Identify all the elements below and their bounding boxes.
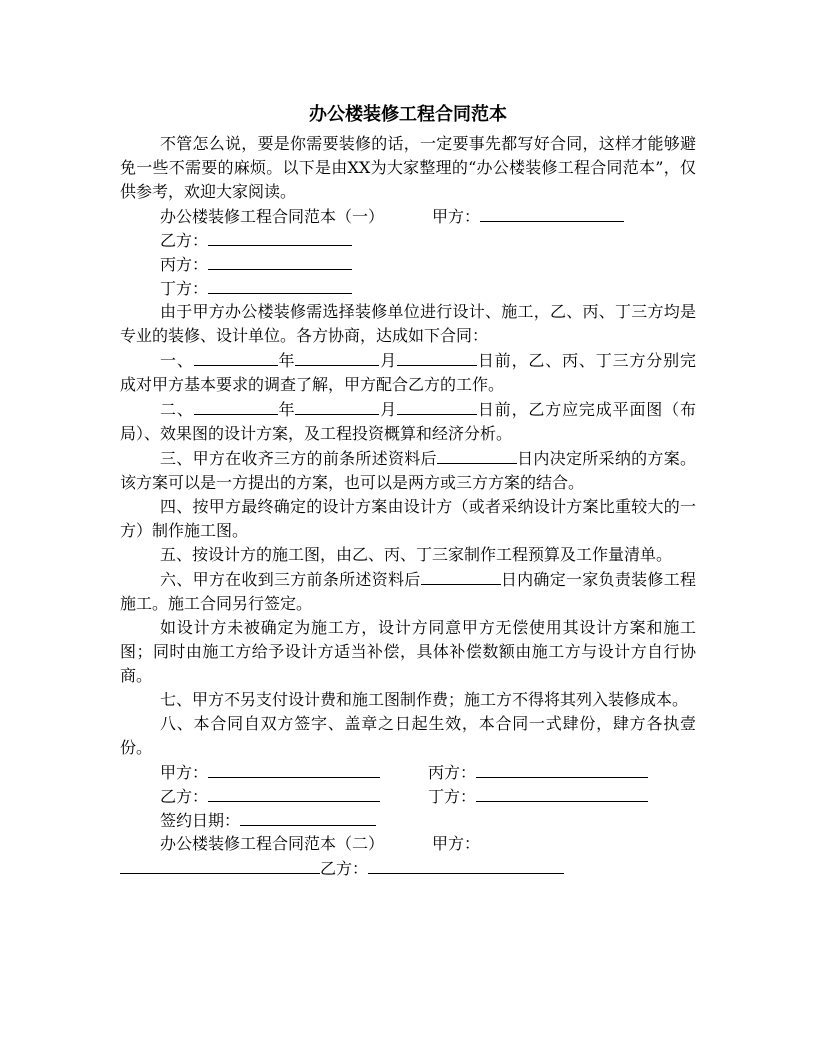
section2-party-b-label: 乙方： xyxy=(320,859,369,878)
party-b-label: 乙方： xyxy=(160,231,209,250)
sign-party-b-label: 乙方： xyxy=(160,787,209,806)
clause-3 xyxy=(120,446,696,495)
preamble-paragraph: 由于甲方办公楼装修需选择装修单位进行设计、施工，乙、丙、丁三方均是专业的装修、设计单位。各方协商，达成如下合同： xyxy=(120,302,696,345)
year-blank xyxy=(194,348,278,366)
year-label: 年 xyxy=(277,400,296,419)
clause-8: 八、本合同自双方签字、盖章之日起生效，本合同一式肆份，肆方各执壹份。 xyxy=(120,714,696,757)
sign-party-b-blank xyxy=(208,784,380,802)
section2-party-b-blank xyxy=(368,856,564,874)
year-blank xyxy=(194,397,278,415)
document-page xyxy=(120,100,696,880)
clause-3-text-a: 三、甲方在收齐三方的前条所述资料后 xyxy=(160,449,437,468)
section2-header-line xyxy=(120,832,696,856)
signature-line-1 xyxy=(120,760,696,784)
sign-party-d xyxy=(428,784,648,809)
month-label: 月 xyxy=(379,400,398,419)
party-a-label: 甲方： xyxy=(432,207,481,226)
sign-party-c-blank xyxy=(476,760,648,778)
party-b-blank xyxy=(208,228,352,246)
clause-1-prefix: 一、 xyxy=(160,351,194,370)
party-d-line xyxy=(120,276,696,300)
party-c-line xyxy=(120,252,696,276)
clause-6-text-b: 日内确定一家负责装修工程施工。施工合同另行签定。 xyxy=(120,570,696,613)
section2-party-a-label: 甲方： xyxy=(432,834,481,853)
sign-party-c xyxy=(428,760,648,785)
signature-date-line xyxy=(120,808,696,832)
party-b-line xyxy=(120,228,696,252)
day-blank xyxy=(397,397,477,415)
party-a-blank xyxy=(480,204,624,222)
intro-paragraph: 不管怎么说，要是你需要装修的话，一定要事先都写好合同，这样才能够避免一些不需要的麻烦。以下是由XX为大家整理的“办公楼装修工程合同范本”，仅供参考，欢迎大家阅读。 xyxy=(120,134,696,201)
sign-party-d-blank xyxy=(476,784,648,802)
clause-1-text: 日前，乙、丙、丁三方分别完成对甲方基本要求的调查了解，甲方配合乙方的工作。 xyxy=(120,351,696,394)
day-blank xyxy=(397,348,477,366)
section1-heading: 办公楼装修工程合同范本（一） xyxy=(160,207,385,226)
month-blank xyxy=(295,348,379,366)
sign-party-c-label: 丙方： xyxy=(428,763,477,782)
section2-party-line xyxy=(120,856,696,880)
clause-6 xyxy=(120,567,696,616)
clause-5: 五、按设计方的施工图，由乙、丙、丁三家制作工程预算及工作量清单。 xyxy=(160,545,673,564)
party-c-label: 丙方： xyxy=(160,255,209,274)
clause-4: 四、按甲方最终确定的设计方案由设计方（或者采纳设计方案比重较大的一方）制作施工图。 xyxy=(120,497,696,540)
document-title: 办公楼装修工程合同范本 xyxy=(309,104,507,125)
days-blank xyxy=(421,567,501,585)
clause-7: 七、甲方不另支付设计费和施工图制作费；施工方不得将其列入装修成本。 xyxy=(160,690,689,709)
days-blank xyxy=(437,446,517,464)
sign-party-d-label: 丁方： xyxy=(428,787,477,806)
clause-2 xyxy=(120,397,696,446)
party-c-blank xyxy=(208,252,352,270)
sign-date-blank xyxy=(240,808,376,826)
sign-date-label: 签约日期： xyxy=(160,811,241,830)
clause-6-text-a: 六、甲方在收到三方前条所述资料后 xyxy=(160,570,421,589)
note-paragraph: 如设计方未被确定为施工方，设计方同意甲方无偿使用其设计方案和施工图；同时由施工方给予设计方适当补偿，具体补偿数额由施工方与设计方自行协商。 xyxy=(120,618,696,685)
clause-3-text-b: 日内决定所采纳的方案。该方案可以是一方提出的方案，也可以是两方或三方方案的结合。 xyxy=(120,449,696,492)
sign-party-a-blank xyxy=(208,760,380,778)
party-d-blank xyxy=(208,276,352,294)
section1-header-line xyxy=(120,204,696,228)
month-label: 月 xyxy=(379,351,398,370)
party-d-label: 丁方： xyxy=(160,279,209,298)
clause-2-prefix: 二、 xyxy=(160,400,194,419)
year-label: 年 xyxy=(277,351,296,370)
clause-1 xyxy=(120,348,696,397)
signature-line-2 xyxy=(120,784,696,808)
section2-heading: 办公楼装修工程合同范本（二） xyxy=(160,834,385,853)
sign-party-a-label: 甲方： xyxy=(160,763,209,782)
clause-2-text: 日前，乙方应完成平面图（布局）、效果图的设计方案，及工程投资概算和经济分析。 xyxy=(120,400,696,443)
section2-party-a-blank xyxy=(120,856,320,874)
month-blank xyxy=(295,397,379,415)
